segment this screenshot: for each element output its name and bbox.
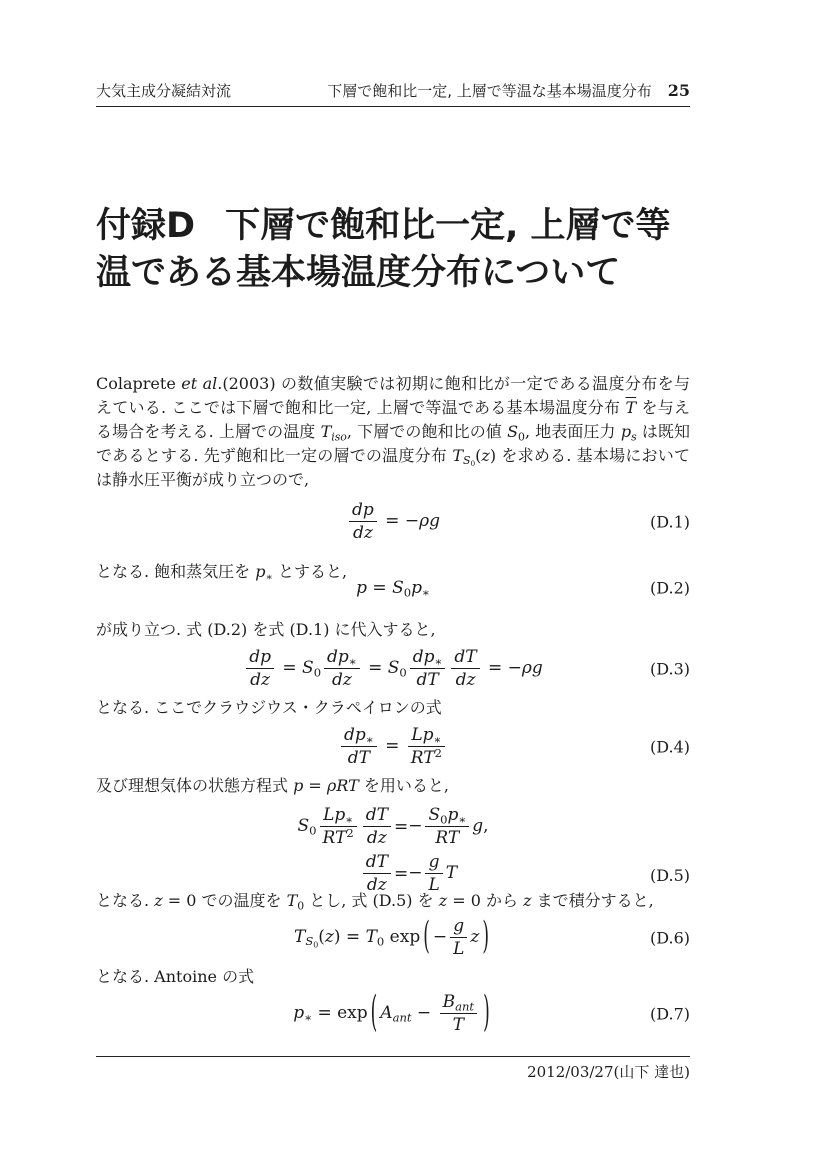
paragraph-after-d5: となる. z = 0 での温度を $T_0$ とし, 式 (D.5) を z = 0 から z まで積分すると, bbox=[96, 891, 654, 913]
equation-body: $T_{S_0}(z) = T_0$ exp ( − $\frac{g}{L}$ z ) bbox=[293, 915, 489, 959]
paragraph-after-d4: 及び理想気体の状態方程式 p = ρRT を用いると, bbox=[96, 776, 449, 795]
equation-d1 bbox=[96, 500, 690, 543]
equation-d3 bbox=[96, 647, 690, 690]
equation-rhs: − $\frac{g}{L}$ T bbox=[408, 852, 458, 895]
equation-d2 bbox=[96, 578, 690, 598]
paragraph-after-d1: となる. 飽和蒸気圧を $p_∗$ とすると, bbox=[96, 562, 348, 584]
equation-rhs: − $\frac{S_0p_∗}{RT}$ g, bbox=[408, 805, 489, 848]
equation-relation: = bbox=[393, 863, 409, 884]
equation-number: (D.1) bbox=[649, 512, 690, 531]
equation-d6 bbox=[96, 916, 690, 959]
equation-body: $p = S_0p_∗$ bbox=[356, 578, 430, 600]
paragraph-after-d6: となる. Antoine の式 bbox=[96, 967, 255, 986]
equation-number: (D.3) bbox=[649, 659, 690, 678]
equation-body: $p_∗ = \exp$ ( $A_{ant}$ − $\frac{B_{ant}}{T}$ ) bbox=[293, 988, 490, 1038]
paragraph-after-d3: となる. ここでクラウジウス・クラペイロンの式 bbox=[96, 698, 442, 717]
equation-number: (D.2) bbox=[649, 578, 690, 598]
chapter-heading bbox=[96, 203, 690, 297]
equation-body: $\frac{dp}{dz}$ = −ρg bbox=[96, 500, 690, 543]
running-head-chapter: 大気主成分凝結対流 bbox=[96, 82, 232, 100]
footer bbox=[96, 1056, 690, 1082]
equation-lhs: $\frac{dT}{dz}$ bbox=[297, 850, 393, 897]
equation-number: (D.6) bbox=[649, 928, 690, 947]
equation-lhs: $S_0$ $\frac{Lp_∗}{RT^2}$ $\frac{dT}{dz}$ bbox=[297, 803, 393, 850]
equation-body: $\frac{dp_∗}{dT}$ = $\frac{Lp_∗}{RT^2}$ bbox=[96, 725, 690, 768]
page-number: 25 bbox=[667, 81, 690, 100]
equation-d4 bbox=[96, 725, 690, 768]
running-head bbox=[96, 80, 690, 107]
equation-number: (D.4) bbox=[649, 737, 690, 756]
equation-body: $\frac{dp}{dz}$ = $S_0$ $\frac{dp_∗}{dz}$ = $S_0$ $\frac{dp_∗}{dT}$ $\frac{dT}{dz}$ = −ρg bbox=[96, 647, 690, 690]
equation-number: (D.7) bbox=[649, 1004, 690, 1023]
footer-date: 2012/03/27(山下 達也) bbox=[527, 1063, 690, 1081]
equation-number: (D.5) bbox=[649, 866, 690, 885]
equation-d7 bbox=[96, 988, 690, 1038]
paragraph-intro: Colaprete et al.(2003) の数値実験では初期に飽和比が一定である温度分布を与えている. ここでは下層で飽和比一定, 上層で等温である基本場温度分布 $\overline{T}$ を与える場合を考える. 上層での温度 $T_{iso}$, 下層での飽和比の値 $S_0$, 地表面圧力 $p_s$ は既知であるとする. 先ず飽和比一定の層での温度分布 $T_{S_0}(z)$ を求める. 基本場においては静水圧平衡が成り立つので, bbox=[96, 374, 691, 489]
equation-relation: = bbox=[393, 816, 409, 837]
paragraph-after-d2: が成り立つ. 式 (D.2) を式 (D.1) に代入すると, bbox=[96, 620, 436, 639]
chapter-title-text: 下層で飽和比一定, 上層で等 温である基本場温度分布について bbox=[96, 206, 671, 293]
chapter-label: 付録D bbox=[96, 206, 196, 246]
equation-align-table bbox=[297, 803, 488, 897]
equation-d5 bbox=[96, 803, 690, 897]
running-head-section: 下層で飽和比一定, 上層で等温な基本場温度分布 bbox=[327, 82, 652, 100]
